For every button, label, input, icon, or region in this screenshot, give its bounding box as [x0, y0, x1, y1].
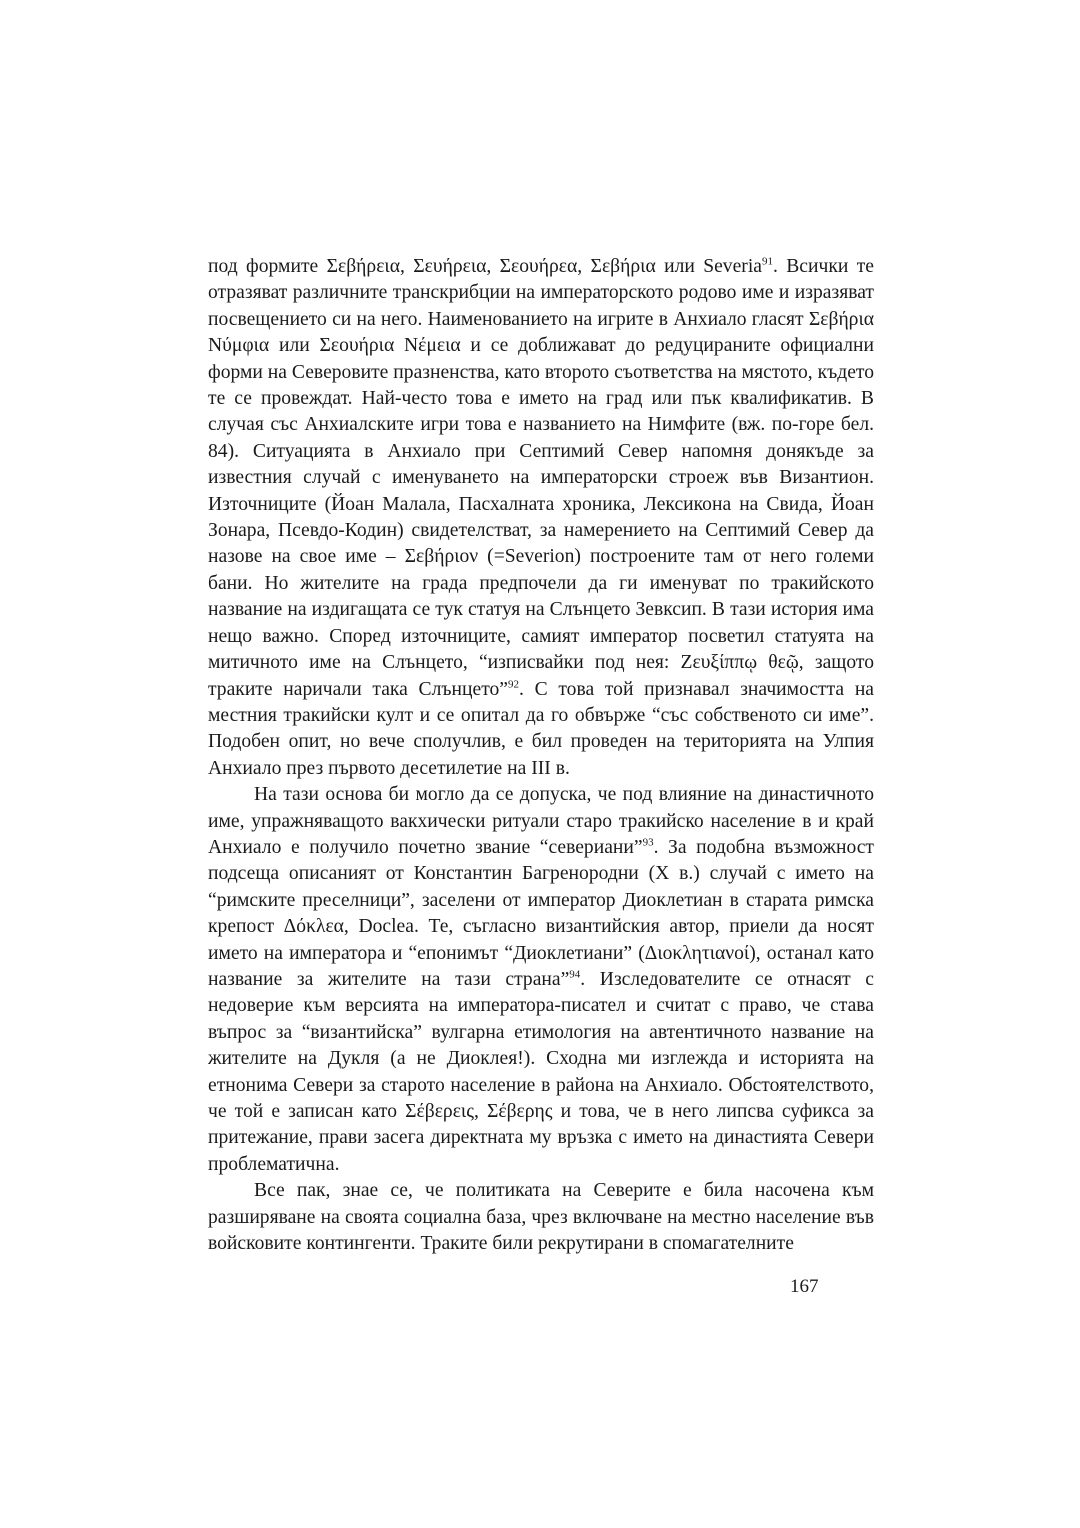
text-segment: под формите Σεβήρεια, Σευήρεια, Σεουήρεα, Σεβήρια или Severia [208, 256, 762, 277]
paragraph-1 [208, 254, 874, 782]
page-number: 167 [790, 1276, 819, 1297]
text-segment: . Изследователите се отнасят с недоверие към версията на императора-писател и считат с право, че става въпрос за “византийска” вулгарна етимология на автентичното название на жителите на Дукля (а не Диоклея!). Сходна ми изглежда и историята на етнонима Севери за старото население в района на Анхиало. Обстоятелството, че той е записан като Σέβερεις, Σέβερης и това, че в него липсва суфикса за притежание, прави засега директната му връзка с името на династията Севери проблематична. [208, 968, 874, 1175]
text-segment: На тази основа би могло да се допуска, че под влияние на династичното име, упражняващото вакхически ритуали старо тракийско население в и край Анхиало е получило почетно звание “севериани” [208, 784, 874, 858]
footnote-ref-91: 91 [761, 255, 773, 268]
text-segment: . Всички те отразяват различните транскрибции на императорското родово име и изразяват посвещението си на него. Наименованието на игрите в Анхиало гласят Σεβήρια Νύμφια или Σεουήρια Νέμεια и се доближават до редуцираните официални форми на Северовите празненства, като второто съответства на мястото, където те се провеждат. Най-често това е името на град или пък квалификатив. В случая със Анхиалските игри това е названието на Нимфите (вж. по-горе бел. 84). Ситуацията в Анхиало при Септимий Север напомня донякъде за известния случай с именуването на императорски строеж във Византион. Източниците (Йоан Малала, Пасхалната хроника, Лексикона на Свида, Йоан Зонара, Псевдо-Кодин) свидетелстват, за намерението на Септимий Север да назове на свое име – Σεβήριον (=Severion) построените там от него големи бани. Но жителите на града предпочели да ги именуват по тракийското название на издигащата се тук статуя на Слънцето Зевксип. В тази история има нещо важно. Според източниците, самият император посветил статуята на митичното име на Слънцето, “изписвайки под нея: Ζευξίππῳ θεῷ, защото траките наричали така Слънцето” [208, 256, 874, 700]
footnote-ref-92: 92 [508, 677, 519, 690]
text-segment: Все пак, знае се, че политиката на Северите е била насочена към разширяване на своята социална база, чрез включване на местно население във войсковите контингенти. Траките били рекрутирани в спомагателните [208, 1180, 874, 1255]
footnote-ref-93: 93 [642, 836, 654, 849]
body-text [208, 254, 874, 1257]
paragraph-2 [208, 782, 874, 1178]
footnote-ref-94: 94 [569, 968, 581, 981]
text-segment: . С това той признавал значимостта на местния тракийски култ и се опитал да го обвърже “със собственото си име”. Подобен опит, но вече сполучлив, е бил проведен на територията на Улпия Анхиало през първото десетилетие на III в. [208, 678, 875, 779]
paragraph-3 [208, 1178, 874, 1257]
text-segment: . За подобна възможност подсеща описаният от Константин Багренородни (X в.) случай с името на “римските преселници”, заселени от император Диоклетиан в старата римска крепост Δόκλεα, Doclea. Те, съгласно византийския автор, приели да носят името на императора и “епонимът “Диоклетиани” (Διοκλητιανοί), останал като название за жителите на тази страна” [208, 836, 874, 990]
